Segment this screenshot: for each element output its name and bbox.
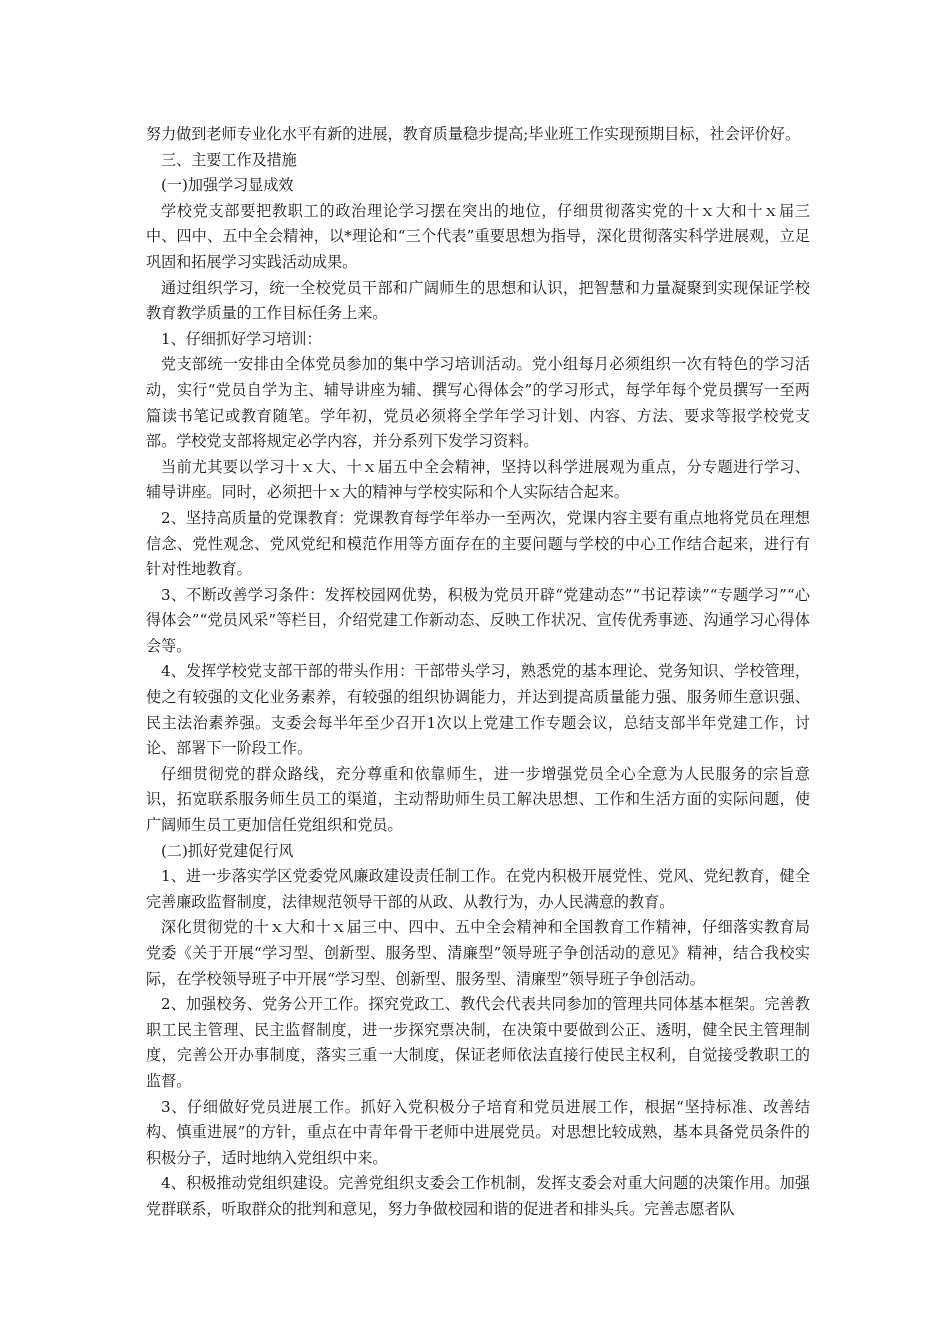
paragraph-6: 党支部统一安排由全体党员参加的集中学习培训活动。党小组每月必须组织一次有特色的学习活动，实行“党员自学为主、辅导讲座为辅、撰写心得体会”的学习形式，每学年每个党员撰写一至两篇读书笔记或教育随笔。学年初，党员必须将全学年学习计划、内容、方法、要求等报学校党支部。学校党支部将规定必学内容，并分系列下发学习资料。 (146, 355, 810, 451)
item-3-member-development: 3、仔细做好党员进展工作。抓好入党积极分子培育和党员进展工作，根据“坚持标准、改善结构、慎重进展”的方针，重点在中青年骨干老师中进展党员。对思想比较成熟，基本具备党员条件的积极分子，适时地纳入党组织中来。 (146, 1097, 810, 1167)
paragraph-11: 仔细贯彻党的群众路线，充分尊重和依靠师生，进一步增强党员全心全意为人民服务的宗旨意识，拓宽联系服务师生员工的渠道，主动帮助师生员工解决思想、工作和生活方面的实际问题，使广阔师生员工更加信任党组织和党员。 (146, 764, 810, 835)
section-heading-main-work: 三、主要工作及措施 (161, 150, 297, 169)
item-1-integrity: 1、进一步落实学区党委党风廉政建设责任制工作。在党内积极开展党性、党风、党纪教育，健全完善廉政监督制度，法律规范领导干部的从政、从教行为，办人民满意的教育。 (146, 867, 810, 911)
document-body (146, 122, 810, 1223)
paragraph-4: 通过组织学习，统一全校党员干部和广阔师生的思想和认识，把智慧和力量凝聚到实现保证学校教育教学质量的工作目标任务上来。 (146, 278, 810, 323)
subsection-heading-party-building: (二)抓好党建促行风 (161, 841, 294, 860)
item-4-leadership-role: 4、发挥学校党支部干部的带头作用：干部带头学习，熟悉党的基本理论、党务知识、学校管理，使之有较强的文化业务素养，有较强的组织协调能力，并达到提高质量能力强、服务师生意识强、民主法治素养强。支委会每半年至少召开1次以上党建工作专题会议，总结支部半年党建工作，讨论、部署下一阶段工作。 (146, 662, 810, 758)
paragraph-3: 学校党支部要把教职工的政治理论学习摆在突出的地位，仔细贯彻落实党的十ｘ大和十ｘ届三中、四中、五中全会精神，以*理论和“三个代表”重要思想为指导，深化贯彻落实科学进展观，立足巩固和拓展学习实践活动成果。 (146, 201, 810, 271)
paragraph-7: 当前尤其要以学习十ｘ大、十ｘ届五中全会精神，坚持以科学进展观为重点，分专题进行学习、辅导讲座。同时，必须把十ｘ大的精神与学校实际和个人实际结合起来。 (146, 457, 810, 502)
item-3-study-conditions: 3、不断改善学习条件：发挥校园网优势，积极为党员开辟“党建动态”“书记荐读”“专题学习”“心得体会”“党员风采”等栏目，介绍党建工作新动态、反映工作状况、宣传优秀事迹、沟通学习心得体会等。 (146, 585, 810, 655)
subsection-heading-study: (一)加强学习显成效 (161, 176, 294, 195)
item-4-organization-building: 4、积极推动党组织建设。完善党组织支委会工作机制，发挥支委会对重大问题的决策作用。加强党群联系，听取群众的批判和意见，努力争做校园和谐的促进者和排头兵。完善志愿者队 (146, 1174, 810, 1218)
item-2-openness: 2、加强校务、党务公开工作。探究党政工、教代会代表共同参加的管理共同体基本框架。完善教职工民主管理、民主监督制度，进一步探究票决制，在决策中要做到公正、透明，健全民主管理制度，完善公开办事制度，落实三重一大制度，保证老师依法直接行使民主权利，自觉接受教职工的监督。 (146, 995, 810, 1090)
paragraph-14: 深化贯彻党的十ｘ大和十ｘ届三中、四中、五中全会精神和全国教育工作精神，仔细落实教育局党委《关于开展“学习型、创新型、服务型、清廉型”领导班子争创活动的意见》精神，结合我校实际，在学校领导班子中开展“学习型、创新型、服务型、清廉型”领导班子争创活动。 (146, 918, 810, 988)
item-heading-1: 1、仔细抓好学习培训： (161, 329, 322, 348)
paragraph-0: 努力做到老师专业化水平有新的进展，教育质量稳步提高;毕业班工作实现预期目标，社会评价好。 (146, 125, 801, 143)
item-2-party-lecture: 2、坚持高质量的党课教育：党课教育每学年举办一至两次，党课内容主要有重点地将党员在理想信念、党性观念、党风党纪和模范作用等方面存在的主要问题与学校的中心工作结合起来，进行有针对性地教育。 (146, 508, 810, 579)
